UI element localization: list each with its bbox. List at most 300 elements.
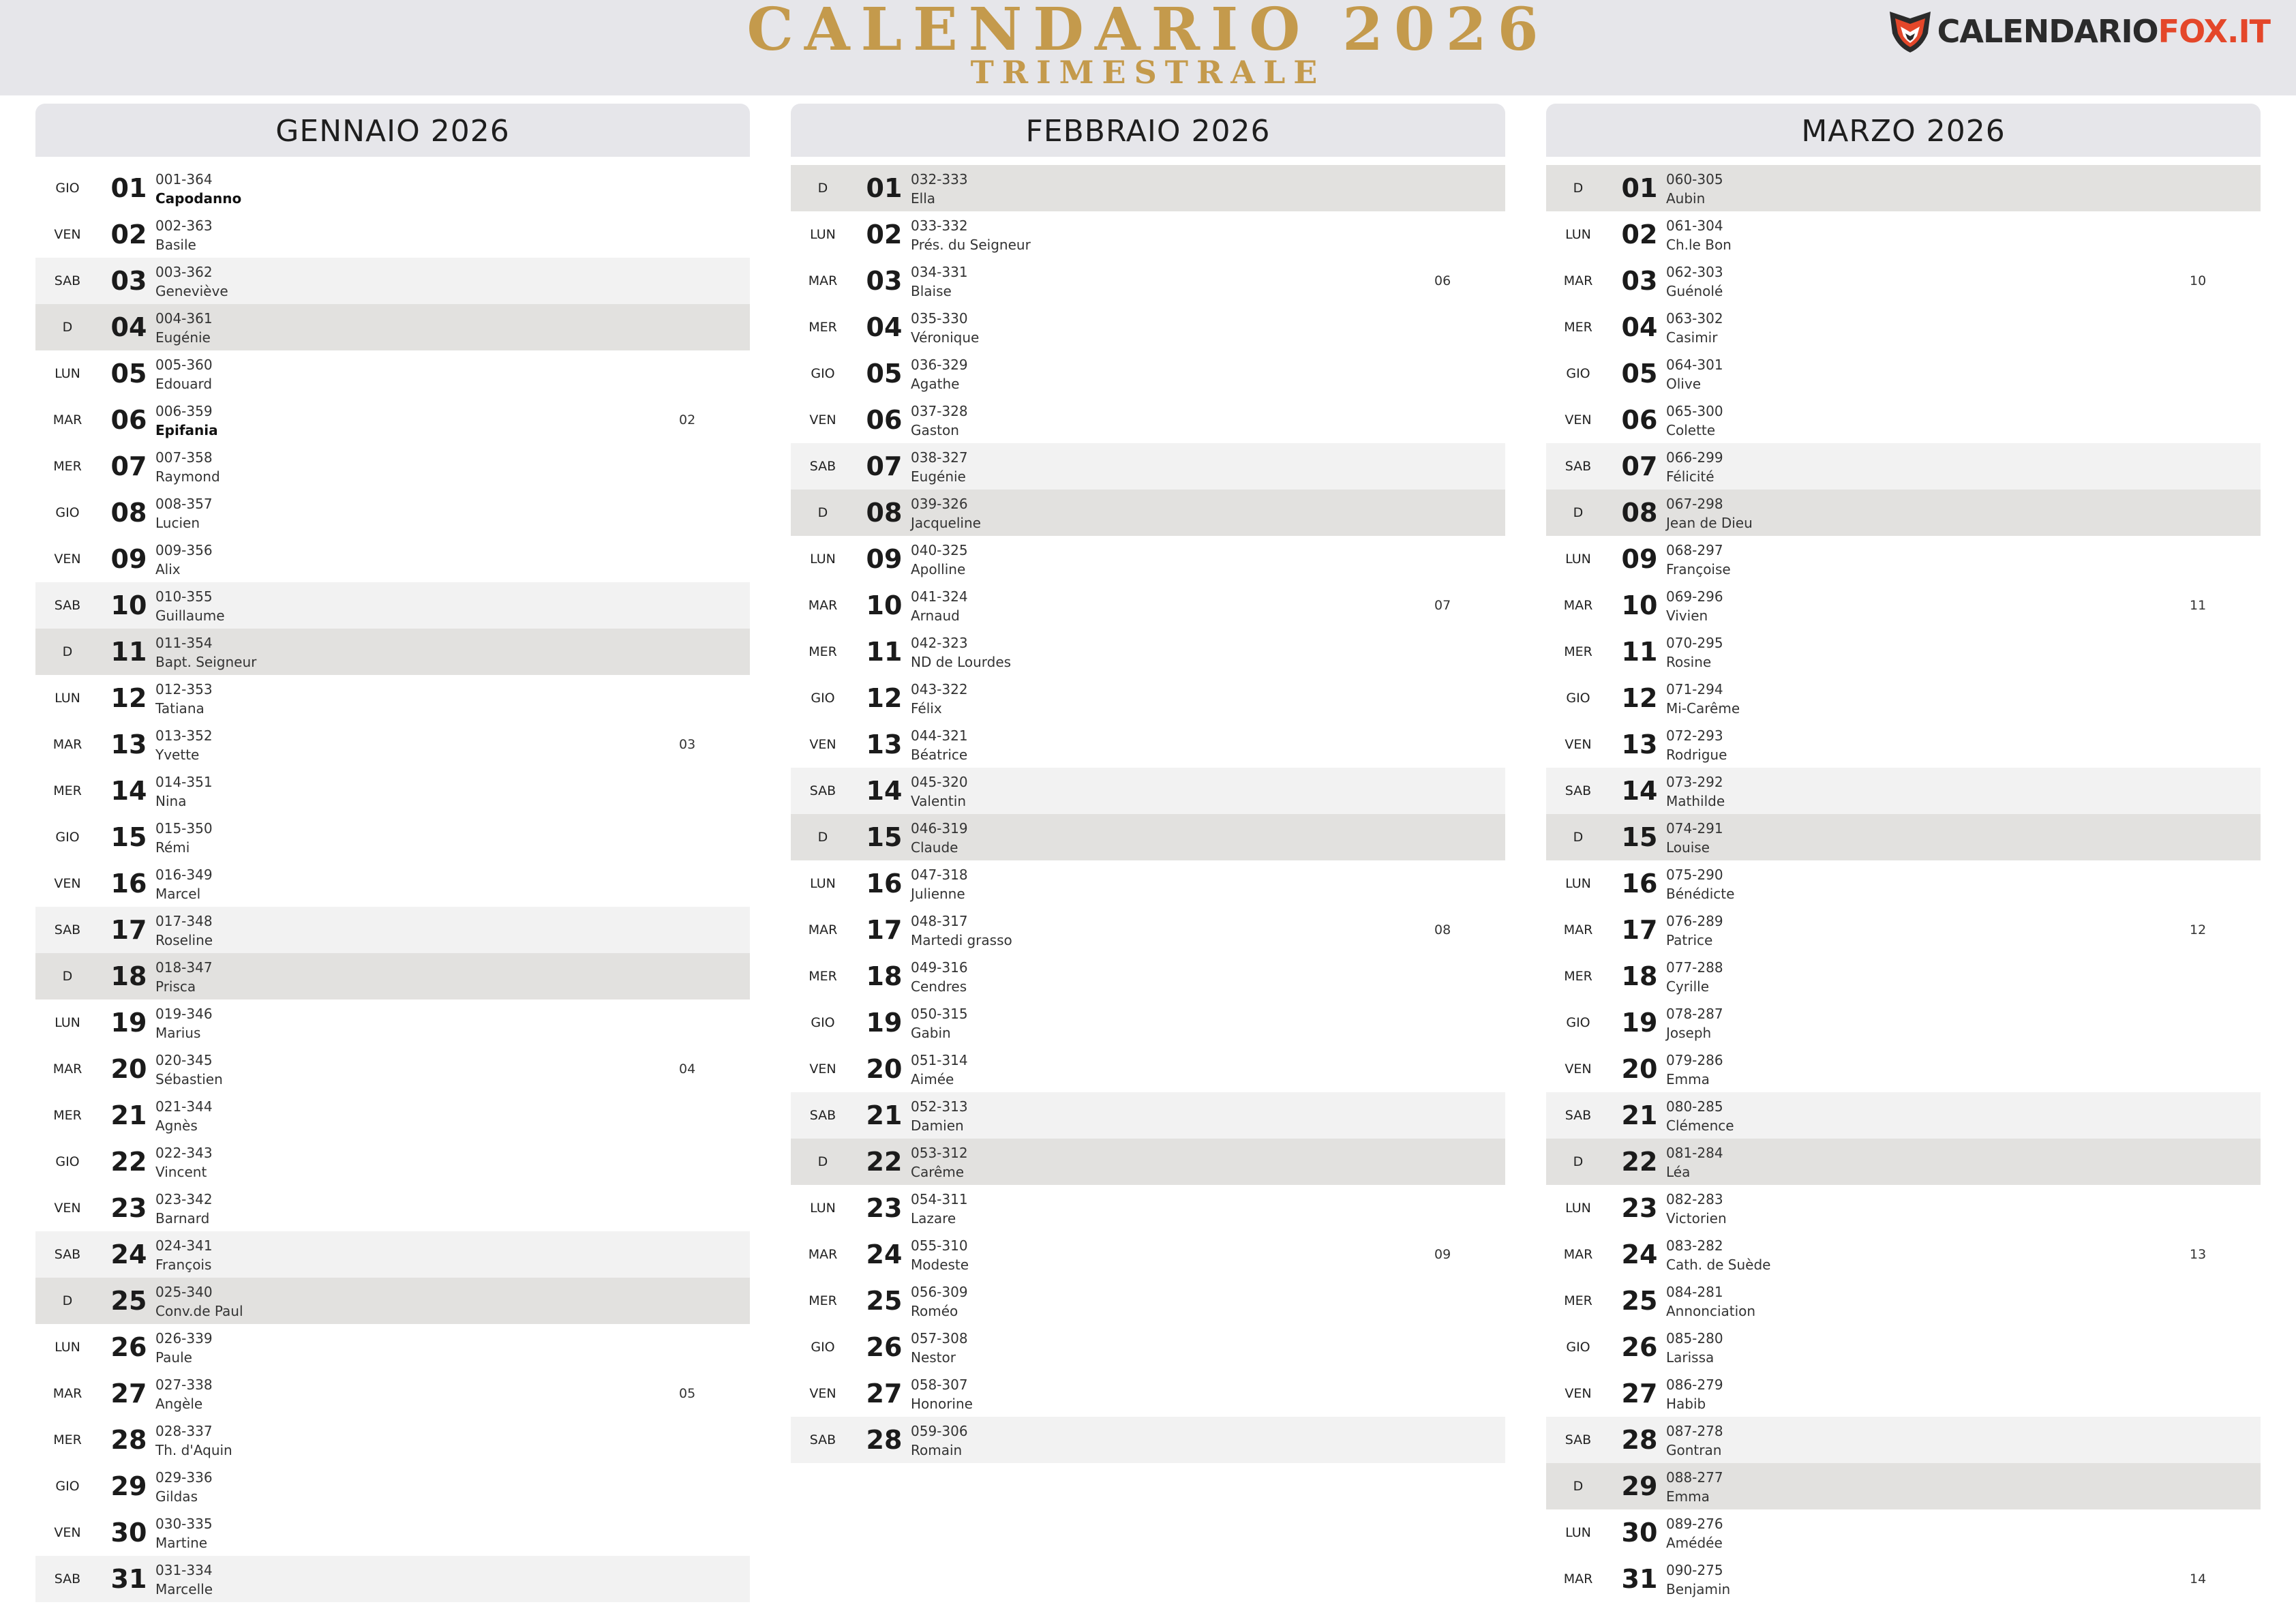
day-row — [35, 1046, 750, 1092]
day-of-week: LUN — [55, 691, 80, 706]
day-number: 18 — [110, 961, 147, 991]
day-of-week: MAR — [808, 598, 838, 613]
day-of-week: D — [62, 969, 73, 984]
day-of-week: D — [62, 320, 73, 335]
saint-name: Béatrice — [911, 747, 968, 763]
day-number: 06 — [110, 405, 147, 435]
day-row — [1546, 1185, 2261, 1231]
day-number: 04 — [866, 312, 903, 342]
saint-name: Th. d'Aquin — [155, 1442, 232, 1458]
day-number: 22 — [110, 1147, 147, 1177]
day-of-year: 049-316 — [911, 959, 968, 976]
saint-name: Paule — [155, 1349, 192, 1366]
day-row — [1546, 1231, 2261, 1278]
day-of-year: 073-292 — [1666, 774, 1723, 790]
day-of-week: MAR — [52, 1062, 82, 1077]
day-of-week: SAB — [809, 459, 836, 474]
day-number: 08 — [1621, 498, 1658, 528]
day-of-week: VEN — [54, 1201, 81, 1216]
day-of-week: D — [817, 181, 828, 196]
day-of-week: SAB — [1565, 459, 1592, 474]
day-of-year: 042-323 — [911, 635, 968, 651]
day-of-year: 035-330 — [911, 310, 968, 327]
day-of-year: 076-289 — [1666, 913, 1723, 929]
month-title: MARZO 2026 — [1546, 104, 2261, 157]
day-row — [791, 1324, 1505, 1370]
day-of-year: 015-350 — [155, 820, 213, 837]
day-row — [35, 1509, 750, 1556]
saint-name: François — [155, 1257, 212, 1273]
saint-name: Guénolé — [1666, 283, 1723, 299]
day-number: 30 — [1621, 1518, 1658, 1548]
day-of-week: SAB — [809, 1432, 836, 1447]
day-row — [791, 721, 1505, 768]
day-of-week: MAR — [52, 1386, 82, 1401]
day-of-year: 054-311 — [911, 1191, 968, 1207]
week-number: 10 — [2190, 273, 2207, 288]
day-of-week: VEN — [54, 227, 81, 242]
day-of-year: 028-337 — [155, 1423, 213, 1439]
day-number: 09 — [110, 544, 147, 574]
day-of-week: MAR — [1563, 1572, 1593, 1587]
day-of-year: 059-306 — [911, 1423, 968, 1439]
day-number: 04 — [1621, 312, 1658, 342]
day-number: 05 — [1621, 359, 1658, 389]
day-row — [35, 675, 750, 721]
day-of-week: D — [817, 505, 828, 520]
day-of-week: MER — [809, 969, 837, 984]
day-of-week: GIO — [55, 505, 80, 520]
day-row — [1546, 490, 2261, 536]
day-row — [1546, 999, 2261, 1046]
saint-name: Roseline — [155, 932, 213, 948]
saint-name: Prés. du Seigneur — [911, 237, 1031, 253]
day-of-week: D — [817, 1154, 828, 1169]
day-row — [35, 1185, 750, 1231]
day-number: 06 — [1621, 405, 1658, 435]
day-of-year: 018-347 — [155, 959, 213, 976]
saint-name: Emma — [1666, 1071, 1710, 1087]
saint-name: Mi-Carême — [1666, 700, 1740, 717]
saint-name: Capodanno — [155, 190, 242, 207]
day-row — [791, 999, 1505, 1046]
day-number: 29 — [1621, 1471, 1658, 1501]
day-row — [35, 1139, 750, 1185]
day-of-week: MER — [809, 644, 837, 659]
day-number: 24 — [866, 1239, 903, 1269]
day-of-week: GIO — [55, 1154, 80, 1169]
week-number: 11 — [2190, 598, 2207, 613]
saint-name: Olive — [1666, 376, 1701, 392]
week-number: 02 — [679, 412, 696, 427]
saint-name: Sébastien — [155, 1071, 223, 1087]
day-number: 05 — [866, 359, 903, 389]
page-subtitle: TRIMESTRALE — [970, 54, 1326, 91]
saint-name: Félix — [911, 700, 942, 717]
day-of-year: 039-326 — [911, 496, 968, 512]
day-of-year: 043-322 — [911, 681, 968, 697]
day-of-year: 083-282 — [1666, 1237, 1723, 1254]
day-row — [1546, 536, 2261, 582]
day-row — [791, 258, 1505, 304]
day-row — [35, 1231, 750, 1278]
day-of-year: 013-352 — [155, 727, 213, 744]
day-of-week: LUN — [810, 1201, 836, 1216]
day-of-week: MER — [809, 1293, 837, 1308]
day-number: 09 — [866, 544, 903, 574]
saint-name: Modeste — [911, 1257, 969, 1273]
day-of-week: D — [62, 644, 73, 659]
day-of-year: 055-310 — [911, 1237, 968, 1254]
day-row — [791, 629, 1505, 675]
day-row — [791, 1046, 1505, 1092]
day-row — [1546, 350, 2261, 397]
day-number: 10 — [866, 590, 903, 620]
day-of-week: VEN — [54, 552, 81, 567]
brand-name: CALENDARIOFOX.IT — [1937, 13, 2270, 50]
day-of-year: 037-328 — [911, 403, 968, 419]
saint-name: Vincent — [155, 1164, 207, 1180]
saint-name: Raymond — [155, 468, 220, 485]
day-of-year: 051-314 — [911, 1052, 968, 1068]
day-row — [35, 304, 750, 350]
day-number: 20 — [866, 1054, 903, 1084]
day-row — [791, 907, 1505, 953]
day-number: 13 — [866, 730, 903, 760]
day-number: 23 — [110, 1193, 147, 1223]
day-row — [1546, 953, 2261, 999]
day-of-year: 075-290 — [1666, 867, 1723, 883]
day-number: 23 — [1621, 1193, 1658, 1223]
day-row — [35, 629, 750, 675]
day-number: 16 — [866, 869, 903, 899]
day-of-week: GIO — [55, 1479, 80, 1494]
day-number: 21 — [1621, 1100, 1658, 1130]
day-row — [35, 768, 750, 814]
day-number: 22 — [866, 1147, 903, 1177]
day-of-year: 087-278 — [1666, 1423, 1723, 1439]
day-of-week: SAB — [809, 783, 836, 798]
day-of-year: 010-355 — [155, 588, 213, 605]
day-of-week: GIO — [811, 1015, 835, 1030]
day-of-week: D — [1573, 1154, 1584, 1169]
day-row — [791, 675, 1505, 721]
day-of-week: SAB — [1565, 1432, 1592, 1447]
saint-name: Epifania — [155, 422, 218, 438]
saint-name: Lazare — [911, 1210, 956, 1227]
saint-name: Apolline — [911, 561, 966, 577]
day-of-year: 033-332 — [911, 217, 968, 234]
saint-name: Annonciation — [1666, 1303, 1756, 1319]
day-number: 03 — [866, 266, 903, 296]
day-list — [1546, 165, 2261, 1602]
day-of-year: 003-362 — [155, 264, 213, 280]
day-of-week: MAR — [1563, 273, 1593, 288]
day-number: 27 — [866, 1379, 903, 1409]
day-number: 28 — [110, 1425, 147, 1455]
day-of-week: GIO — [55, 830, 80, 845]
day-of-week: VEN — [54, 1525, 81, 1540]
day-of-year: 021-344 — [155, 1098, 213, 1115]
saint-name: Martine — [155, 1535, 208, 1551]
day-number: 12 — [866, 683, 903, 713]
day-of-week: SAB — [54, 1247, 81, 1262]
day-number: 27 — [1621, 1379, 1658, 1409]
day-row — [35, 999, 750, 1046]
saint-name: ND de Lourdes — [911, 654, 1012, 670]
day-row — [1546, 814, 2261, 860]
day-row — [791, 1139, 1505, 1185]
day-row — [1546, 1556, 2261, 1602]
day-number: 28 — [866, 1425, 903, 1455]
day-number: 21 — [110, 1100, 147, 1130]
day-of-week: GIO — [55, 181, 80, 196]
day-row — [791, 814, 1505, 860]
day-of-week: SAB — [54, 922, 81, 937]
day-of-week: MER — [1564, 1293, 1592, 1308]
saint-name: Clémence — [1666, 1117, 1734, 1134]
day-of-week: GIO — [811, 366, 835, 381]
day-number: 02 — [110, 220, 147, 250]
day-row — [35, 582, 750, 629]
week-number: 12 — [2190, 922, 2207, 937]
day-of-year: 060-305 — [1666, 171, 1723, 187]
day-row — [35, 860, 750, 907]
month-column-march — [1546, 104, 2261, 1602]
day-of-week: VEN — [54, 876, 81, 891]
day-number: 04 — [110, 312, 147, 342]
day-of-week: VEN — [1565, 737, 1592, 752]
day-of-week: LUN — [810, 552, 836, 567]
day-number: 02 — [1621, 220, 1658, 250]
day-of-week: D — [817, 830, 828, 845]
day-of-year: 011-354 — [155, 635, 213, 651]
day-of-year: 045-320 — [911, 774, 968, 790]
week-number: 05 — [679, 1386, 696, 1401]
day-of-week: MER — [809, 320, 837, 335]
day-of-week: VEN — [1565, 412, 1592, 427]
day-of-week: MAR — [1563, 922, 1593, 937]
saint-name: Agnès — [155, 1117, 198, 1134]
day-of-year: 014-351 — [155, 774, 213, 790]
day-number: 09 — [1621, 544, 1658, 574]
saint-name: Cath. de Suède — [1666, 1257, 1771, 1273]
day-of-year: 081-284 — [1666, 1145, 1723, 1161]
day-of-year: 068-297 — [1666, 542, 1723, 558]
day-of-week: VEN — [809, 1062, 836, 1077]
day-of-year: 041-324 — [911, 588, 968, 605]
week-number: 03 — [679, 737, 696, 752]
day-row — [791, 536, 1505, 582]
day-row — [1546, 582, 2261, 629]
day-of-year: 070-295 — [1666, 635, 1723, 651]
day-of-week: GIO — [1566, 691, 1590, 706]
saint-name: Guillaume — [155, 607, 225, 624]
day-row — [1546, 211, 2261, 258]
day-number: 16 — [1621, 869, 1658, 899]
day-of-year: 074-291 — [1666, 820, 1723, 837]
day-number: 25 — [110, 1286, 147, 1316]
saint-name: Patrice — [1666, 932, 1713, 948]
day-of-year: 079-286 — [1666, 1052, 1723, 1068]
month-title: FEBBRAIO 2026 — [791, 104, 1505, 157]
day-of-year: 007-358 — [155, 449, 213, 466]
day-number: 31 — [1621, 1564, 1658, 1594]
saint-name: Casimir — [1666, 329, 1718, 346]
day-of-week: VEN — [809, 737, 836, 752]
day-of-week: LUN — [55, 1340, 80, 1355]
saint-name: Emma — [1666, 1488, 1710, 1505]
saint-name: Amédée — [1666, 1535, 1723, 1551]
day-row — [35, 443, 750, 490]
day-row — [35, 1370, 750, 1417]
day-of-week: LUN — [1565, 552, 1591, 567]
day-of-week: MER — [1564, 644, 1592, 659]
day-of-year: 053-312 — [911, 1145, 968, 1161]
day-of-year: 026-339 — [155, 1330, 213, 1347]
week-number: 07 — [1434, 598, 1451, 613]
month-column-january — [35, 104, 750, 1602]
day-of-week: GIO — [811, 691, 835, 706]
saint-name: Aimée — [911, 1071, 954, 1087]
day-of-year: 072-293 — [1666, 727, 1723, 744]
day-of-year: 004-361 — [155, 310, 213, 327]
brand-logo[interactable] — [1887, 11, 2270, 52]
day-row — [1546, 629, 2261, 675]
day-of-year: 022-343 — [155, 1145, 213, 1161]
day-of-year: 020-345 — [155, 1052, 213, 1068]
day-list — [791, 165, 1505, 1463]
day-of-year: 005-360 — [155, 357, 213, 373]
saint-name: Valentin — [911, 793, 966, 809]
day-number: 11 — [866, 637, 903, 667]
day-number: 14 — [110, 776, 147, 806]
day-of-year: 077-288 — [1666, 959, 1723, 976]
day-of-week: SAB — [54, 273, 81, 288]
day-row — [35, 1092, 750, 1139]
saint-name: Arnaud — [911, 607, 960, 624]
week-number: 08 — [1434, 922, 1451, 937]
day-of-year: 062-303 — [1666, 264, 1723, 280]
day-number: 15 — [110, 822, 147, 852]
day-row — [791, 582, 1505, 629]
saint-name: Cendres — [911, 978, 967, 995]
day-number: 02 — [866, 220, 903, 250]
day-of-week: LUN — [1565, 876, 1591, 891]
day-of-year: 006-359 — [155, 403, 213, 419]
day-of-year: 057-308 — [911, 1330, 968, 1347]
saint-name: Nina — [155, 793, 187, 809]
day-row — [791, 397, 1505, 443]
saint-name: Martedi grasso — [911, 932, 1012, 948]
week-number: 14 — [2190, 1572, 2207, 1587]
saint-name: Tatiana — [155, 700, 205, 717]
day-row — [35, 1417, 750, 1463]
day-of-week: MAR — [1563, 1247, 1593, 1262]
day-row — [1546, 907, 2261, 953]
saint-name: Angèle — [155, 1396, 203, 1412]
day-of-week: GIO — [1566, 1015, 1590, 1030]
day-number: 11 — [1621, 637, 1658, 667]
day-row — [35, 211, 750, 258]
week-number: 13 — [2190, 1247, 2207, 1262]
day-of-year: 086-279 — [1666, 1377, 1723, 1393]
day-number: 26 — [866, 1332, 903, 1362]
day-row — [1546, 1092, 2261, 1139]
saint-name: Gabin — [911, 1025, 951, 1041]
day-of-week: MER — [53, 459, 82, 474]
day-row — [35, 165, 750, 211]
day-of-year: 029-336 — [155, 1469, 213, 1486]
saint-name: Jean de Dieu — [1666, 515, 1753, 531]
day-number: 07 — [866, 451, 903, 481]
day-number: 19 — [110, 1008, 147, 1038]
day-of-week: VEN — [809, 1386, 836, 1401]
day-of-week: SAB — [54, 1572, 81, 1587]
week-number: 06 — [1434, 273, 1451, 288]
day-of-week: D — [1573, 830, 1584, 845]
day-of-year: 038-327 — [911, 449, 968, 466]
day-number: 24 — [110, 1239, 147, 1269]
day-of-year: 031-334 — [155, 1562, 213, 1578]
saint-name: Rosine — [1666, 654, 1712, 670]
day-row — [35, 490, 750, 536]
day-of-week: VEN — [809, 412, 836, 427]
saint-name: Blaise — [911, 283, 952, 299]
day-of-year: 078-287 — [1666, 1006, 1723, 1022]
day-of-year: 016-349 — [155, 867, 213, 883]
saint-name: Gontran — [1666, 1442, 1722, 1458]
day-row — [35, 1324, 750, 1370]
week-number: 09 — [1434, 1247, 1451, 1262]
day-of-week: MAR — [52, 412, 82, 427]
day-of-year: 023-342 — [155, 1191, 213, 1207]
day-row — [791, 768, 1505, 814]
day-number: 20 — [1621, 1054, 1658, 1084]
day-row — [791, 1278, 1505, 1324]
day-row — [791, 165, 1505, 211]
day-of-year: 019-346 — [155, 1006, 213, 1022]
day-number: 01 — [1621, 173, 1658, 203]
saint-name: Gaston — [911, 422, 959, 438]
day-number: 17 — [110, 915, 147, 945]
saint-name: Victorien — [1666, 1210, 1727, 1227]
day-row — [1546, 1324, 2261, 1370]
day-row — [35, 814, 750, 860]
day-row — [35, 397, 750, 443]
day-number: 01 — [110, 173, 147, 203]
day-number: 29 — [110, 1471, 147, 1501]
day-number: 14 — [866, 776, 903, 806]
day-of-week: MER — [53, 1432, 82, 1447]
day-of-week: D — [62, 1293, 73, 1308]
day-number: 08 — [866, 498, 903, 528]
day-of-year: 052-313 — [911, 1098, 968, 1115]
day-of-year: 050-315 — [911, 1006, 968, 1022]
week-number: 04 — [679, 1062, 696, 1077]
day-of-week: MAR — [808, 922, 838, 937]
day-of-year: 047-318 — [911, 867, 968, 883]
day-row — [1546, 860, 2261, 907]
saint-name: Léa — [1666, 1164, 1691, 1180]
day-of-week: MAR — [52, 737, 82, 752]
saint-name: Yvette — [155, 747, 200, 763]
day-of-year: 056-309 — [911, 1284, 968, 1300]
day-row — [791, 1370, 1505, 1417]
day-of-week: SAB — [1565, 1108, 1592, 1123]
saint-name: Geneviève — [155, 283, 228, 299]
month-column-february — [791, 104, 1505, 1463]
